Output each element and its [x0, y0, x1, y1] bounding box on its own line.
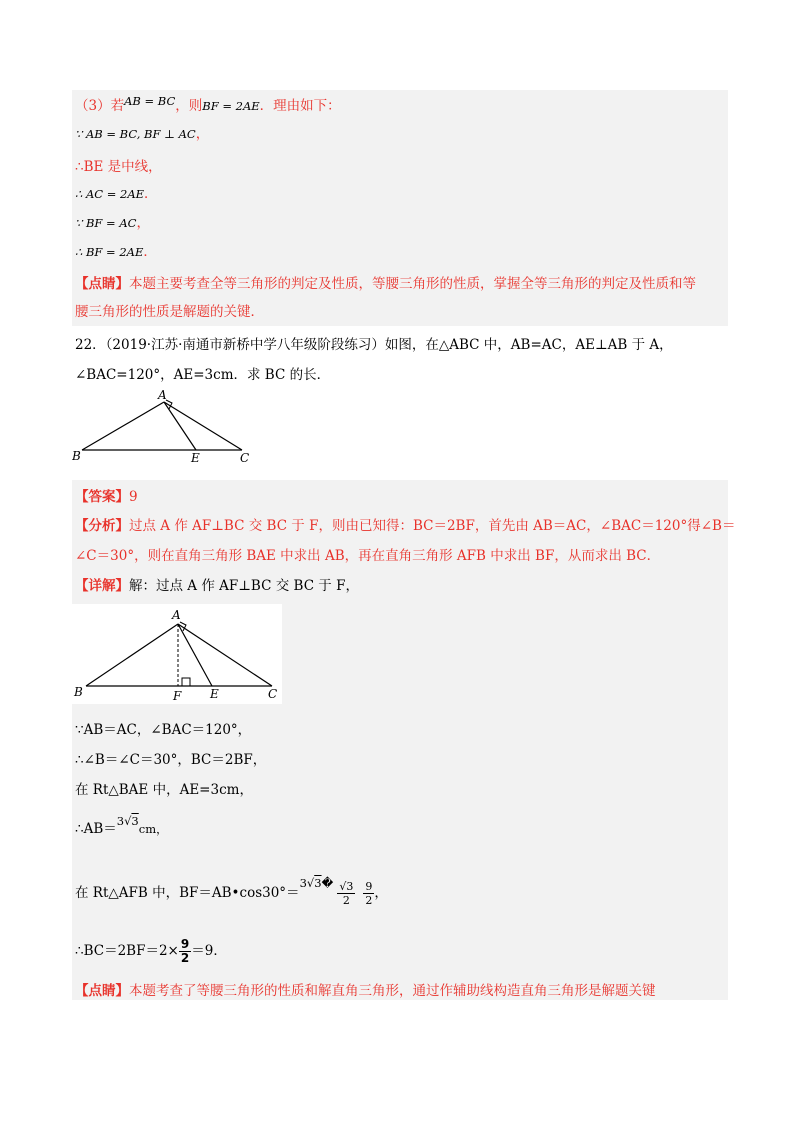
q22-figure-triangle: [72, 388, 262, 464]
math-ab-eq-bc: AB = BC: [124, 94, 176, 108]
step-1: ∵AB＝AC，∠BAC＝120°，: [75, 722, 252, 738]
math-bf-eq-2ae: BF = 2AE: [202, 99, 260, 113]
garbled-glyph: �: [321, 876, 334, 890]
part3-line5: ∵ BF = AC，: [75, 215, 150, 231]
fig1-label-c: C: [240, 451, 250, 464]
part3-line4: ∴ AC = 2AE．: [75, 186, 158, 202]
part3-line3: ∴BE 是中线，: [75, 159, 162, 175]
answer-value: 9: [129, 489, 138, 505]
fraction-9-over-2-bold: $\frac{9}{2}$: [180, 937, 190, 965]
fraction-9-over-2: $\frac{9}{2}$: [365, 880, 373, 907]
answer-line: [75, 488, 138, 506]
analysis-line1: 【分析】过点 A 作 AF⊥BC 交 BC 于 F，则由已知得：BC＝2BF，首先由 AB＝AC，∠BAC＝120°得∠B＝: [75, 518, 736, 534]
part3-line6: ∴ BF = 2AE．: [75, 244, 157, 260]
fig2-label-c: C: [268, 687, 278, 701]
q22-stem-line1: 22．（2019·江苏·南通市新桥中学八年级阶段练习）如图，在△ABC 中，AB=AC，AE⊥AB 于 A，: [75, 337, 673, 353]
part3-comment-line2: 腰三角形的性质是解题的关键．: [75, 304, 264, 320]
bf-expression: 3√3�: [299, 876, 334, 890]
comment-tag-q22: 【点睛】: [75, 983, 129, 999]
fraction-sqrt3-over-2: $\frac{√3}{2}$: [339, 880, 354, 907]
step-6: ∴BC＝2BF＝2× $\frac{9}{2}$ ＝9．: [75, 937, 227, 965]
step-2: ∴∠B＝∠C＝30°，BC＝2BF，: [75, 752, 267, 768]
analysis-tag: 【分析】: [75, 518, 129, 534]
answer-tag: 【答案】: [75, 489, 129, 505]
fig1-label-a: A: [158, 388, 167, 402]
q22-solution-figure: [72, 604, 282, 704]
detail-tag: 【详解】: [75, 578, 129, 594]
fig2-label-a: A: [172, 608, 181, 622]
detail-line1: 【详解】解：过点 A 作 AF⊥BC 交 BC 于 F，: [75, 578, 359, 594]
ab-value: 3√3: [116, 814, 139, 828]
fig1-label-e: E: [191, 451, 200, 464]
fig2-label-b: B: [74, 685, 83, 699]
q22-stem-line2: ∠BAC=120°，AE=3cm．求 BC 的长．: [75, 367, 331, 383]
analysis-line2: ∠C＝30°，则在直角三角形 BAE 中求出 AB，再在直角三角形 AFB 中求出 BF，从而求出 BC．: [75, 548, 661, 564]
comment-tag: 【点睛】: [75, 276, 129, 292]
step-5: 在 Rt△AFB 中，BF＝AB•cos30°＝3√3� $\frac{√3}{2}$ $\frac{9}{2}$ ，: [75, 876, 388, 907]
step-4: ∴AB＝3√3cm，: [75, 814, 168, 837]
fig1-label-b: B: [72, 449, 81, 463]
step-3: 在 Rt△BAE 中，AE=3cm，: [75, 782, 253, 798]
part3-line1: （3）若AB = BC，则BF = 2AE．理由如下：: [75, 94, 341, 114]
part3-comment-line1: 【点睛】本题主要考查全等三角形的判定及性质，等腰三角形的性质，掌握全等三角形的判定及性质和等: [75, 276, 696, 292]
fig2-label-e: E: [210, 687, 219, 701]
q22-comment: 【点睛】本题考查了等腰三角形的性质和解直角三角形，通过作辅助线构造直角三角形是解题关键: [75, 983, 656, 999]
part3-line2: ∵ AB = BC, BF ⊥ AC，: [75, 126, 210, 142]
fig2-label-f: F: [173, 689, 182, 703]
sqrt-sign: √: [124, 814, 132, 828]
